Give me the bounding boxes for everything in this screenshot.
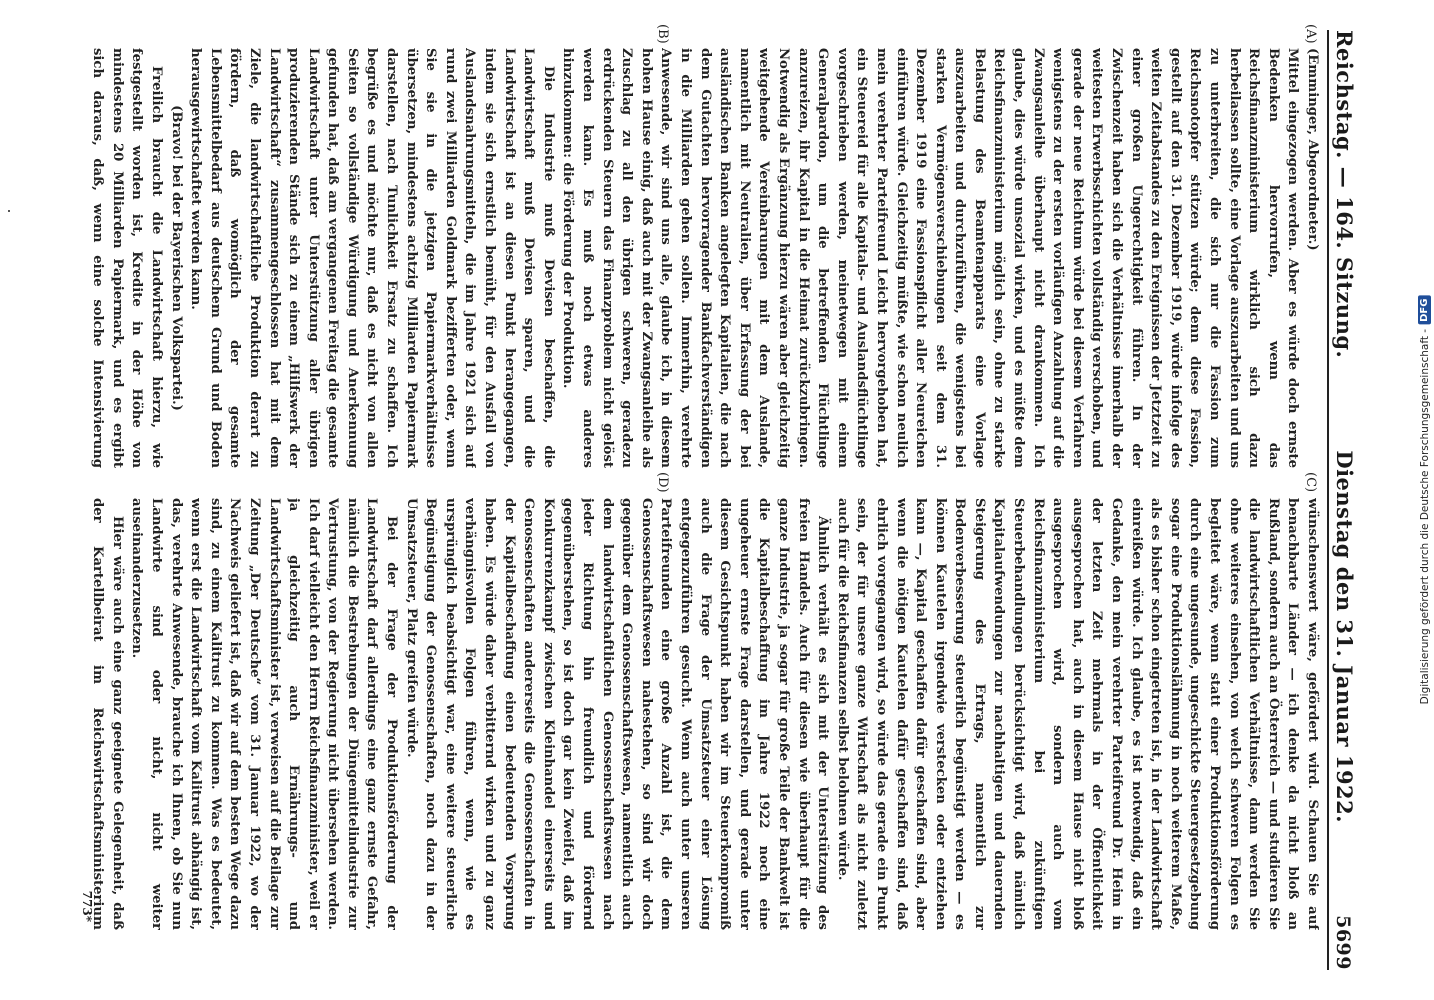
rotated-page — [80, 20, 1370, 980]
margin-marker-b: (B) — [655, 24, 670, 44]
right-column — [90, 498, 1322, 930]
interjection: (Bravo! bei der Bayerischen Volkspartei.) — [168, 105, 184, 411]
left-paragraph: Die Industrie muß Devisen beschaffen, die Landwirtschaft muß Devisen sparen, und die Landwirtschaft ist an diesen Punkt herangegangen, indem sie sich ernstlich bemüht, für den Ausfall von Auslandsnahrungsmitteln, die im Jahre 1921 sich auf rund zwei Milliarden Goldmark bezifferten oder, wenn Sie sie in die jetzigen Papiermarkverhältnisse übersetzen, mindestens achtzig Milliarden Papiermark darstellen, nach Tunlichkeit Ersatz zu schaffen. Ich begrüße es und möchte nur, daß es nicht von allen Seiten so vollständige Würdigung und Anerkennung gefunden hat, daß am vergangenen Freitag die gesamte Landwirtschaft unter Unterstützung aller übrigen produzierenden Stände sich zu einem „Hilfswerk der Landwirtschaft“ zusammengeschlossen hat mit dem Ziele, die landwirtschaftliche Produktion derart zu fördern, daß womöglich der gesamte Lebensmittelbedarf aus deutschem Grund und Boden herausgewirtschaftet werden kann. — [188, 48, 556, 468]
page-number: 5699 — [1332, 915, 1354, 970]
right-paragraph: Bei der Frage der Produktionsförderung der Landwirtschaft darf allerdings eine ganz ernste Gefahr, nämlich die Bestrebungen der Düngemittelindustrie zur Vertrustung, von der Regierung nicht übersehen werden. Ich darf vielleicht den Herrn Reichsfinanzminister, weil er ja gleichzeitig auch Ernährungs- und Landwirtschaftsminister ist, verweisen auf die Beilage zur Zeitung „Der Deutsche“ vom 31. Januar 1922, wo der Nachweis geliefert ist, daß wir auf dem besten Wege dazu sind, zu einem Kalitrust zu kommen. Was es bedeutet, wenn erst die Landwirtschaft vom Kalitrust abhängig ist, das, verehrte Anwesende, brauche ich Ihnen, ob Sie nun Landwirte sind oder nicht, nicht weiter auseinanderzusetzen. — [129, 498, 400, 930]
left-column — [90, 48, 1322, 468]
dfg-logo-icon: DFG — [1418, 296, 1431, 325]
digitization-credit — [1418, 296, 1431, 705]
margin-marker-a: (A) — [1303, 24, 1318, 44]
page-header — [1327, 30, 1366, 970]
right-paragraph: Ähnlich verhält es sich mit der Unterstützung des freien Handels. Auch für diesen wie überhaupt für die ganze Industrie, ja sogar für große Teile der Bankwelt ist die Kapitalbeschaffung im Jahre 1922 noch eine ungeheuer ernste Frage darstellen, und gerade unter diesem Gesichtspunkt haben wir im Steuerkompromiß auch die Frage der Umsatzsteuer einer Lösung entgegenzuführen gesucht. Wenn auch unter unseren Parteifreunden eine große Anzahl ist, die dem Genossenschaftswesen nahestehen, so sind wir doch gegenüber dem Genossenschaftswesen, namentlich auch dem landwirtschaftlichen Genossenschaftswesen nach jeder Richtung hin freundlich und fördernd gegenüberstehen, so ist doch gar kein Zweifel, daß im Konkurrenzkampf zwischen Kleinhandel einerseits und Genossenschaften andererseits die Genossenschaften in der Kapitalbeschaffung einen bedeutenden Vorsprung haben. Es würde daher verbitternd wirken und zu ganz verhängnisvollen Folgen führen, wenn, wie es ursprünglich beabsichtigt war, eine weitere steuerliche Begünstigung der Genossenschaften, noch dazu in der Umsatzsteuer, Platz greifen würde. — [403, 498, 831, 930]
signature-mark: 773* — [80, 890, 94, 922]
left-paragraph: Freilich braucht die Landwirtschaft hierzu, wie festgestellt worden ist, Kredite in der Höhe von mindestens 20 Milliarden Papiermark, und es ergibt sich daraus, daß, wenn eine solche Intensivierung — [90, 48, 164, 468]
header-left: Reichstag. — 164. Sitzung. — [1332, 30, 1357, 359]
speaker-line: (Emminger, Abgeordneter.) — [1305, 48, 1320, 251]
header-date: Dienstag den 31. Januar 1922. — [1332, 450, 1357, 824]
right-paragraph: wünschenswert wäre, gefördert wird. Schauen Sie auf benachbarte Länder — ich denke da nicht bloß an Rußland, sondern auch an Österreich — und studieren Sie die landwirtschaftlichen Verhältnisse, dann werden Sie ohne weiteres einsehen, von welch schweren Folgen es begleitet wäre, wenn statt einer Produktionsförderung durch eine ungesunde, ungeschickte Steuergesetzgebung sogar eine Produktionslähmung in noch weiterem Maße, als es bisher schon eingetreten ist, in der Landwirtschaft einreißen würde. Ich glaube, es ist notwendig, daß ein Gedanke, den mein verehrter Parteifreund Dr. Heim in der letzten Zeit mehrmals in der Öffentlichkeit ausgesprochen hat, auch in diesem Hause nicht bloß ausgesprochen wird, sondern auch vom Reichsfinanzministerium bei zukünftigen Steuerbehandlungen berücksichtigt wird, daß nämlich Kapitalaufwendungen zur nachhaltigen und dauernden Steigerung des Ertrags, namentlich zur Bodenverbesserung steuerlich begünstigt werden — es können Kautelen irgendwie verstecken oder entziehen kann —, Kapital geschaffen dafür geschaffen sind, aber wenn die nötigen Kautelen dafür geschaffen sind, daß ehrlich vorgegangen wird, so würde das gerade ein Punkt sein, der für unsere ganze Wirtschaft als nicht zuletzt auch für die Reichsfinanzen selbst belohnen würde. — [834, 498, 1320, 930]
margin-marker-d: (D) — [655, 472, 670, 493]
right-paragraph: Hier wäre auch eine ganz geeignete Gelegenheit, daß der Kartellbeirat im Reichswirtschaftsministerium — [90, 498, 125, 930]
margin-marker-c: (C) — [1303, 472, 1318, 493]
credit-text: Digitalisierung gefördert durch die Deutsche Forschungsgemeinschaft - — [1418, 328, 1431, 705]
left-paragraph: Mittel eingezogen werden. Aber es würde doch ernste Bedenken hervorrufen, wenn das Reichsfinanzministerium wirklich sich dazu herbeilassen sollte, eine Vorlage auszuarbeiten und uns zu unterbreiten, die sich nur die Fassion zum Reichsnotopfer stützen würde; denn diese Fassion, gestellt auf den 31. Dezember 1919, würde infolge des weiten Zeitabstandes zu den Ereignissen der Jetztzeit zu einer großen Ungerechtigkeit führen. In der Zwischenzeit haben sich die Verhältnisse innerhalb der weitesten Erwerbsschichten vollständig verschoben, und gerade der neue Reichtum würde bei diesem Verfahren wenigstens zu der ersten vorläufigen Anzahlung auf die Zwangsanleihe überhaupt nicht drankommen. Ich glaube, dies würde unsozial wirken, und es müßte dem Reichsfinanzministerium möglich sein, ohne zu starke Belastung des Beamtenapparats eine Vorlage auszuarbeiten und durchzuführen, die wenigstens bei starken Vermögensverschiebungen seit dem 31. Dezember 1919 eine Fassionspflicht aller Neureichen einführen würde. Gleichzeitig müßte, wie schon neulich mein verehrter Parteifreund Leicht hervorgehoben hat, ein Steuereid für alle Kapitals- und Auslandsflüchtlinge vorgeschrieben werden, meinetwegen mit einem Generalpardon, um die betreffenden Flüchtlinge anzureizen, ihr Kapital in die Heimat zurückzubringen. Notwendig als Ergänzung hierzu wären aber gleichzeitig weitgehende Vereinbarungen mit dem Auslande, namentlich mit Neutralien, über Erfassung der bei ausländischen Banken angelegten Kapitalien, die nach dem Gutachten hervorragender Bankfachverständigen in die Milliarden gehen sollen. Immerhin, verehrte Anwesende, wir sind uns alle, glaube ich, in diesem hohen Hause einig, daß auch mit der Zwangsanleihe als Zuschlag zu all den übrigen schweren, geradezu erdrückenden Steuern das Finanzproblem nicht gelöst werden kann. Es muß noch etwas anderes hinzukommen: die Förderung der Produktion. — [560, 48, 1301, 468]
scan-speck — [8, 210, 10, 212]
